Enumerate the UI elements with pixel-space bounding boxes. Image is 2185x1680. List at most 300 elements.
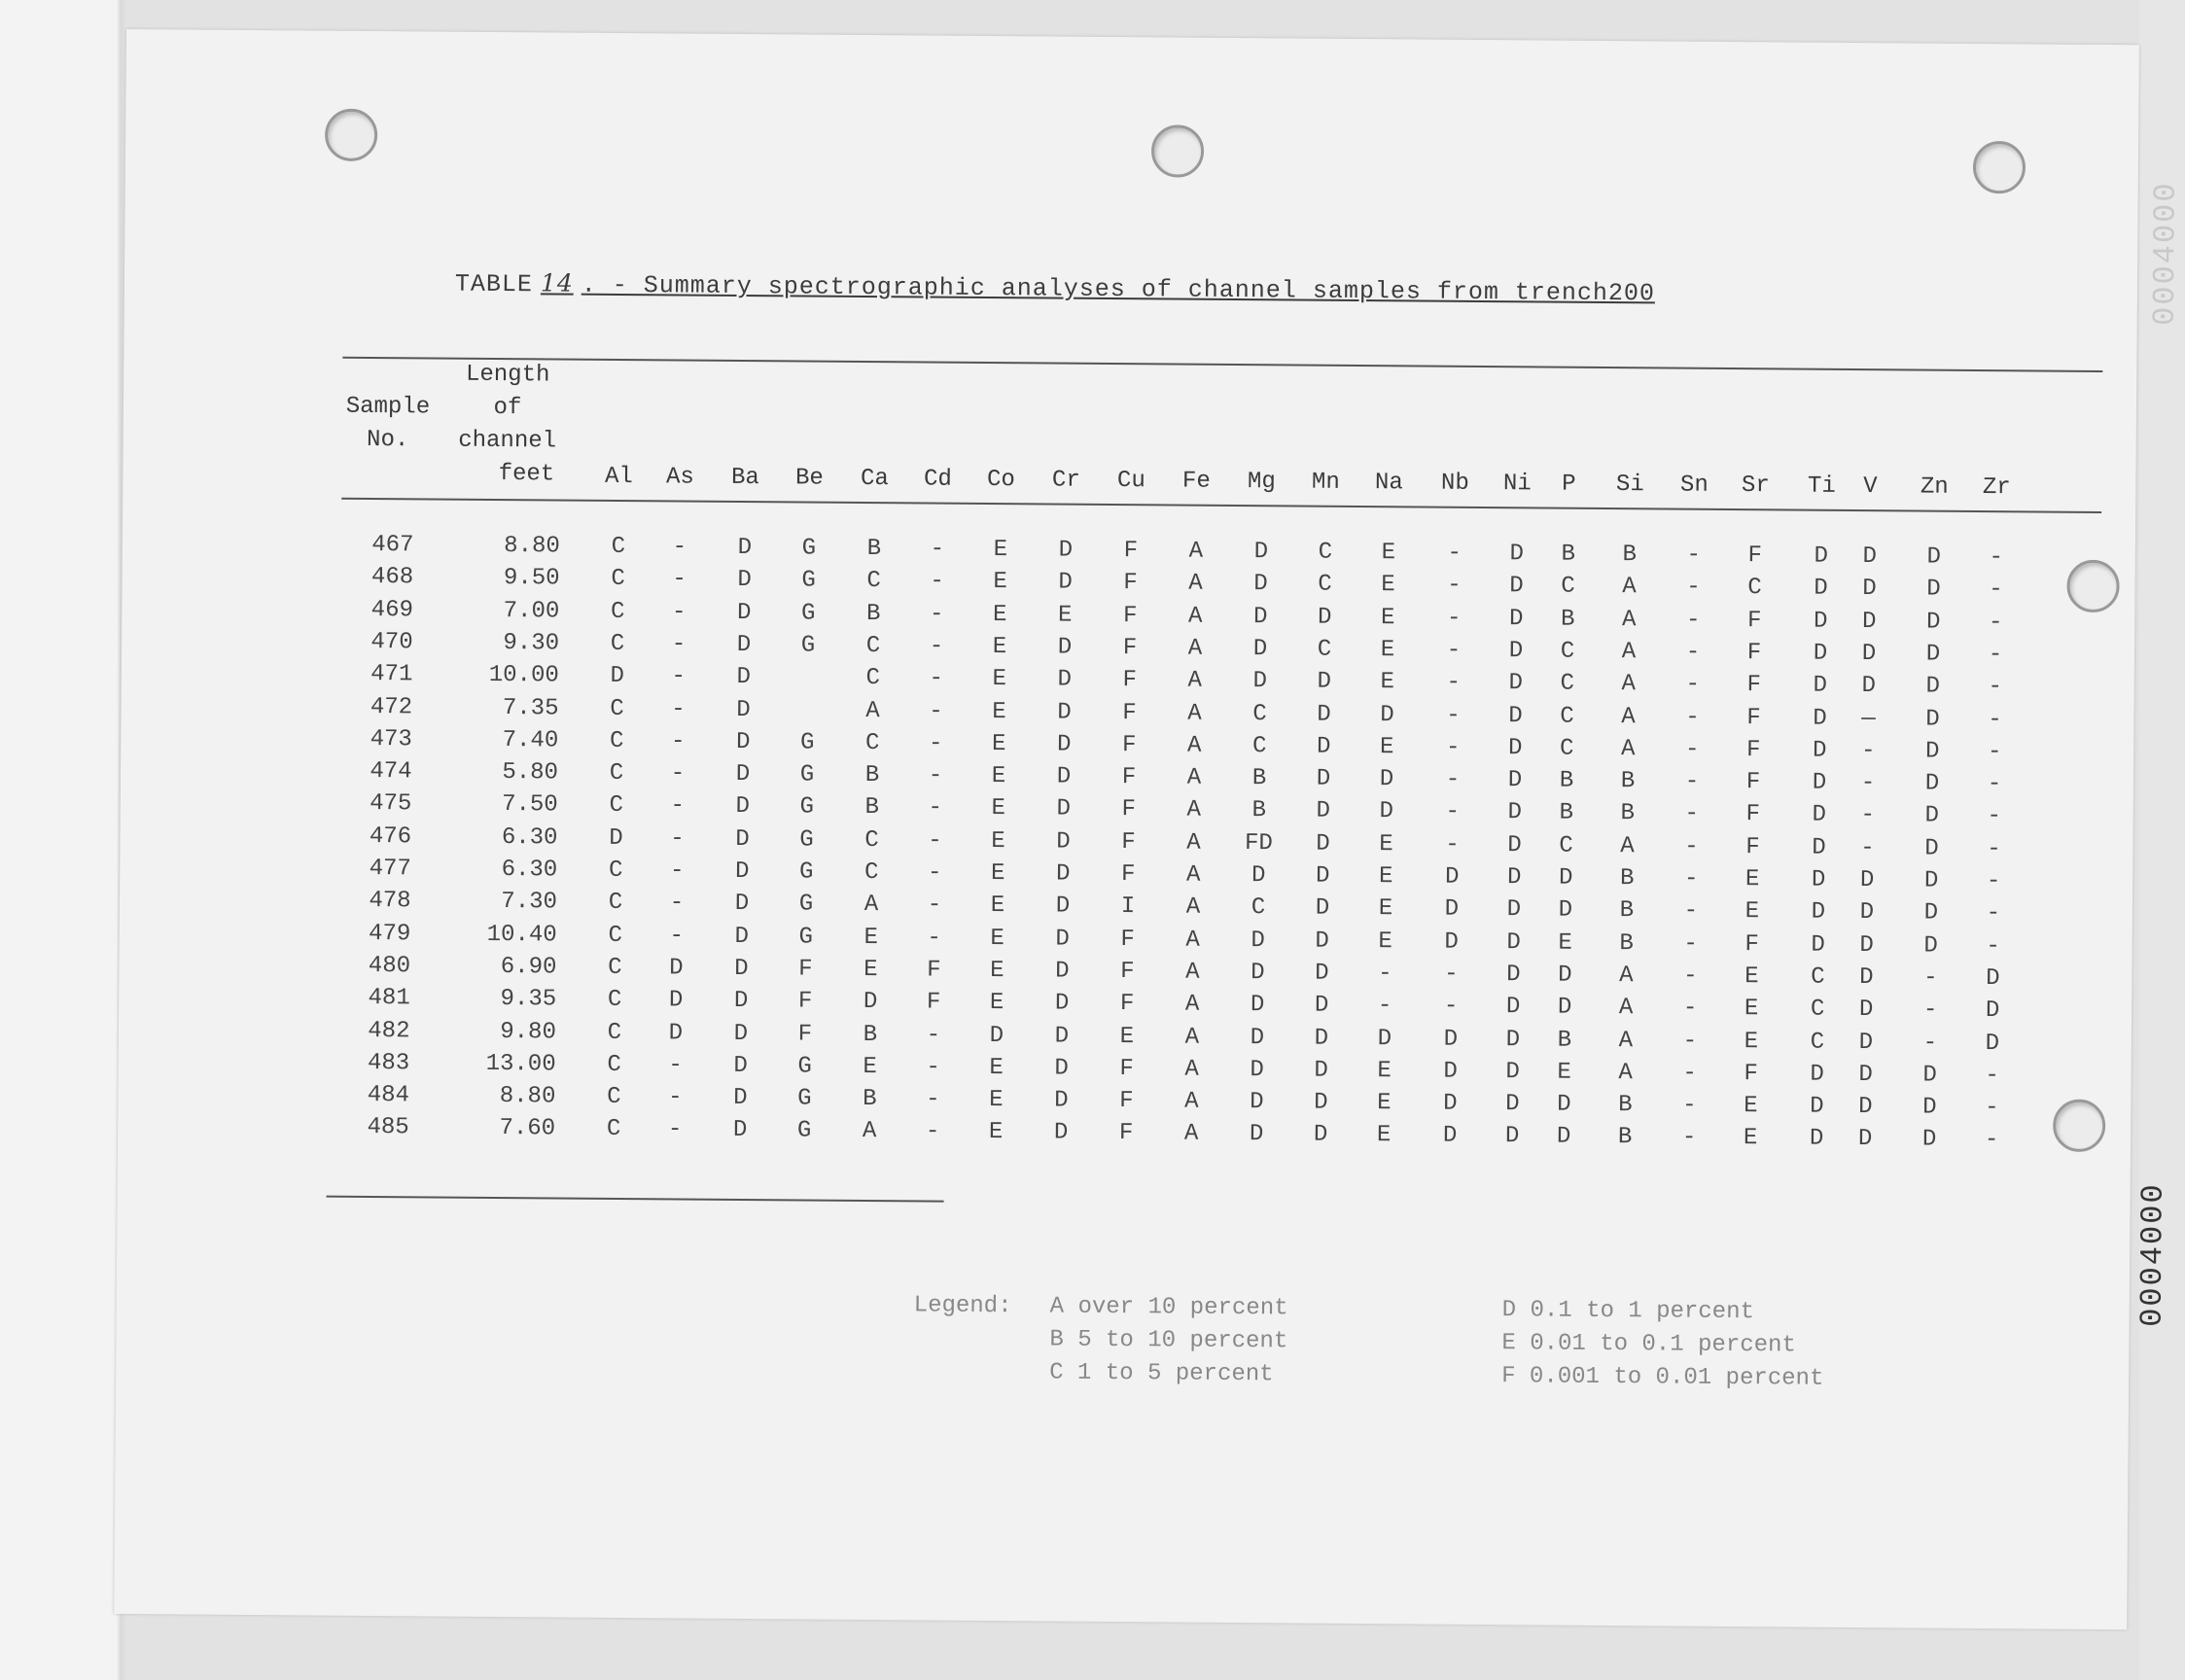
table-cell: D (1507, 831, 1522, 858)
table-cell: E (991, 730, 1006, 757)
table-cell: C (1559, 832, 1573, 859)
sample-number: 473 (370, 725, 412, 753)
table-cell: F (1745, 801, 1761, 828)
table-cell: D (1558, 864, 1573, 892)
table-cell: D (1250, 1056, 1264, 1084)
table-cell: F (1122, 602, 1138, 629)
table-cell: A (1619, 962, 1634, 990)
table-cell: D (1251, 862, 1266, 890)
table-cell: E (992, 698, 1006, 725)
table-cell: D (1858, 1094, 1873, 1121)
table-cell: D (1859, 931, 1874, 959)
table-cell: E (988, 1119, 1004, 1146)
punch-hole (2053, 1100, 2105, 1152)
sample-number: 474 (370, 758, 412, 786)
table-cell: A (1621, 703, 1636, 730)
table-cell: E (989, 990, 1004, 1017)
table-cell: D (735, 825, 750, 853)
channel-length: 9.80 (500, 1018, 557, 1046)
table-cell: - (669, 923, 685, 950)
table-cell: D (1556, 1123, 1571, 1151)
table-cell: - (926, 1021, 941, 1049)
sample-number: 475 (370, 790, 412, 818)
table-cell: - (928, 794, 943, 822)
table-cell: F (1121, 764, 1137, 791)
column-header: Zn (1920, 473, 1949, 501)
table-cell: D (1812, 834, 1826, 861)
table-cell: D (1055, 892, 1071, 920)
table-cell: - (1860, 802, 1876, 829)
table-cell: D (1505, 1026, 1521, 1053)
table-cell: - (1445, 766, 1461, 793)
table-cell: - (1446, 605, 1462, 632)
table-cell: - (1377, 993, 1392, 1020)
table-cell: D (1813, 608, 1828, 635)
sample-number: 472 (370, 693, 413, 720)
table-cell: G (798, 858, 814, 886)
table-cell: E (1376, 1122, 1392, 1149)
table-cell: B (1619, 865, 1635, 892)
table-cell: D (609, 824, 623, 852)
table-cell: D (735, 793, 751, 821)
table-cell: C (1560, 703, 1574, 730)
channel-length: 7.30 (501, 889, 558, 916)
table-cell: D (1317, 604, 1332, 631)
table-cell: E (1380, 637, 1395, 664)
table-cell: D (1057, 634, 1073, 661)
legend-item: D 0.1 to 1 percent (1501, 1297, 1755, 1326)
sample-number: 471 (370, 661, 413, 688)
sample-number: 477 (369, 855, 411, 883)
table-cell: B (1559, 799, 1574, 827)
table-cell: A (1620, 735, 1636, 763)
table-cell: F (927, 957, 941, 984)
table-cell: A (1622, 574, 1637, 601)
table-cell: - (1987, 803, 2002, 830)
table-cell: - (1683, 930, 1698, 958)
channel-length: 9.35 (500, 986, 557, 1013)
table-cell: D (737, 534, 753, 562)
table-cell: - (670, 760, 686, 788)
table-cell: C (1747, 575, 1762, 602)
table-cell: D (1923, 899, 1939, 927)
table-cell: G (799, 826, 814, 854)
legend-item: E 0.01 to 0.1 percent (1501, 1330, 1796, 1359)
table-cell: - (1685, 704, 1700, 731)
table-cell: - (1987, 771, 2002, 798)
table-cell: D (1506, 896, 1522, 924)
table-cell: D (1056, 763, 1072, 790)
sample-number: 467 (371, 531, 414, 559)
table-cell: A (1620, 832, 1635, 859)
table-cell: D (1859, 899, 1875, 927)
table-cell: E (1377, 1057, 1392, 1085)
table-cell: C (609, 792, 624, 820)
table-cell: G (799, 761, 815, 788)
table-cell: - (1685, 607, 1701, 634)
table-cell: - (929, 698, 943, 725)
table-cell: D (1379, 766, 1394, 793)
table-cell: D (736, 599, 752, 626)
table-cell: - (1988, 641, 2003, 669)
table-cell: F (1746, 704, 1761, 731)
table-cell: D (1054, 1087, 1069, 1114)
table-cell: - (1686, 574, 1701, 602)
table-cell: D (1253, 571, 1268, 598)
table-cell: F (1123, 570, 1138, 597)
table-cell: E (990, 860, 1005, 888)
table-cell: G (798, 891, 814, 918)
channel-length: 8.80 (504, 533, 560, 560)
table-cell: D (1444, 895, 1460, 924)
channel-length: 6.90 (500, 953, 557, 981)
table-cell: - (1445, 734, 1461, 761)
table-cell: F (1122, 634, 1138, 662)
table-cell: D (1861, 673, 1877, 700)
table-cell: C (1317, 636, 1332, 663)
table-cell: A (1184, 1056, 1199, 1083)
channel-length: 7.50 (502, 791, 558, 819)
table-cell: - (1447, 572, 1462, 600)
table-cell: D (1813, 640, 1828, 667)
table-cell: A (1184, 1024, 1200, 1051)
table-cell: D (1315, 894, 1330, 923)
table-cell: D (1314, 1057, 1328, 1084)
table-cell: C (1561, 573, 1575, 601)
table-cell: D (1316, 798, 1331, 825)
table-cell: C (1318, 571, 1332, 599)
table-cell: A (1188, 538, 1204, 565)
table-cell: A (1186, 732, 1202, 759)
table-cell: - (671, 599, 687, 626)
table-cell: A (1621, 638, 1637, 666)
table-cell: D (1053, 1119, 1069, 1147)
legend-item: C 1 to 5 percent (1049, 1359, 1274, 1388)
table-cell: D (1985, 1030, 2000, 1057)
sample-number: 480 (368, 952, 411, 980)
sample-number: 478 (369, 888, 411, 915)
table-cell: E (1119, 1023, 1135, 1050)
table-cell: - (930, 536, 945, 563)
table-cell: D (1810, 1061, 1824, 1088)
table-cell: C (1810, 1029, 1825, 1056)
table-cell: G (797, 1085, 812, 1112)
column-header: Si (1615, 472, 1644, 499)
table-cell: D (1504, 1123, 1520, 1150)
table-cell: F (797, 988, 813, 1015)
table-cell: C (608, 922, 623, 949)
table-cell: D (1925, 609, 1941, 636)
table-cell: F (926, 989, 941, 1016)
table-cell: D (1251, 927, 1265, 954)
table-cell: D (1055, 958, 1070, 985)
column-header: Sr (1741, 472, 1770, 500)
table-cell: C (863, 858, 879, 887)
table-cell: D (1057, 699, 1072, 726)
channel-length: 7.35 (502, 694, 559, 722)
table-cell: G (799, 793, 815, 821)
table-cell: B (1560, 606, 1575, 633)
table-cell: B (1618, 1092, 1633, 1119)
table-cell: C (607, 987, 622, 1014)
channel-length: 6.30 (501, 857, 558, 884)
table-cell: A (1185, 959, 1200, 986)
table-cell: - (669, 858, 685, 885)
table-cell: - (671, 695, 686, 723)
table-cell: D (1986, 964, 2000, 993)
table-cell: - (928, 762, 943, 789)
table-cell: G (798, 924, 813, 951)
table-cell: - (927, 925, 941, 952)
sample-number: 481 (368, 985, 410, 1012)
table-cell: F (1121, 828, 1136, 856)
table-cell: B (1619, 897, 1635, 925)
table-cell: B (863, 1086, 877, 1113)
table-cell: E (1378, 895, 1393, 923)
table-cell: D (1380, 701, 1394, 728)
table-cell: F (1119, 991, 1135, 1018)
table-cell: - (672, 566, 687, 593)
table-cell: - (1986, 900, 2001, 928)
column-header: V (1863, 473, 1878, 501)
table-cell: A (1186, 829, 1201, 857)
table-cell: E (1379, 733, 1394, 761)
table-cell: D (1316, 830, 1330, 858)
table-cell: I (1120, 893, 1136, 921)
table-cell: D (1314, 1089, 1328, 1116)
table-cell: - (1443, 993, 1459, 1020)
table-cell: D (1858, 997, 1874, 1024)
channel-length: 6.30 (501, 823, 558, 852)
column-header: P (1562, 471, 1576, 498)
channel-length: 7.40 (502, 726, 559, 754)
table-cell: A (1187, 700, 1202, 727)
table-cell: B (865, 600, 881, 627)
table-cell: E (1057, 602, 1073, 629)
table-cell: B (1620, 800, 1636, 827)
table-cell: E (1381, 572, 1395, 599)
channel-length: 9.30 (503, 629, 560, 657)
table-cell: D (1056, 795, 1072, 823)
table-cell: D (1810, 1093, 1824, 1120)
table-label: TABLE (454, 269, 534, 299)
column-header: Al (604, 463, 633, 491)
sample-number: 479 (368, 920, 411, 947)
table-cell: D (1054, 1023, 1070, 1050)
table-cell: - (1860, 770, 1876, 797)
table-cell: C (1560, 670, 1575, 697)
table-cell: E (989, 1087, 1004, 1114)
table-title (455, 268, 1655, 308)
table-cell: D (734, 858, 750, 886)
column-header: Cu (1116, 468, 1145, 495)
table-cell: D (863, 989, 878, 1016)
table-cell: D (1379, 798, 1394, 825)
channel-length: 9.50 (503, 565, 560, 592)
table-cell: - (1922, 997, 1938, 1024)
archive-stamp: 0004000 (2133, 1182, 2171, 1327)
table-cell: C (1318, 539, 1333, 566)
table-cell: C (865, 665, 881, 692)
table-cell: E (1378, 928, 1392, 955)
table-cell: C (1252, 700, 1267, 727)
table-cell: D (1252, 668, 1268, 695)
table-cell: D (1252, 636, 1268, 663)
table-cell: B (1251, 797, 1267, 824)
table-cell: D (1054, 1055, 1069, 1082)
table-cell: D (1444, 863, 1460, 891)
table-cell: - (1989, 577, 2003, 604)
table-cell: F (1746, 640, 1762, 667)
table-cell: D (1314, 1025, 1329, 1052)
table-cell: D (1377, 1025, 1392, 1052)
table-cell: D (1058, 569, 1073, 596)
table-cell: - (1986, 868, 2001, 895)
table-cell: - (1447, 540, 1463, 567)
channel-length: 7.00 (503, 597, 560, 625)
table-cell: - (930, 568, 944, 595)
column-header: Cd (923, 466, 952, 493)
table-cell: D (1812, 737, 1827, 764)
table-cell: F (1122, 699, 1137, 726)
channel-length: 13.00 (485, 1050, 556, 1078)
table-cell: F (1120, 958, 1135, 986)
table-cell: G (797, 1053, 812, 1080)
table-cell: D (1250, 1089, 1264, 1116)
table-cell: D (1809, 1126, 1824, 1153)
table-cell: - (1988, 609, 2003, 636)
table-cell: - (929, 601, 944, 628)
table-cell: D (1055, 860, 1071, 888)
table-cell: — (1861, 705, 1876, 732)
column-header: Sn (1679, 472, 1709, 499)
table-cell: D (669, 955, 684, 982)
table-cell: D (1507, 767, 1523, 794)
table-cell: - (1446, 637, 1462, 664)
table-cell: A (1185, 927, 1200, 954)
column-header: Ca (860, 465, 889, 493)
column-header: Cr (1051, 467, 1080, 494)
table-cell: G (801, 567, 816, 594)
table-cell: D (610, 663, 625, 690)
table-cell: B (1619, 929, 1634, 957)
header-sample-no: Sample No. (345, 393, 431, 454)
table-cell: - (670, 825, 685, 853)
table-cell: - (1986, 932, 2000, 960)
table-cell: - (669, 890, 685, 917)
table-cell: - (1682, 1028, 1698, 1055)
table-cell: B (1622, 542, 1638, 569)
legend-item: A over 10 percent (1049, 1293, 1288, 1322)
table-cell: E (1557, 1059, 1571, 1086)
table-cell: A (1186, 764, 1202, 791)
table-cell: D (1444, 928, 1459, 956)
table-cell: D (1443, 1026, 1459, 1053)
table-cell: F (1121, 796, 1137, 823)
table-cell: - (1923, 964, 1938, 992)
table-cell: E (1377, 1090, 1392, 1117)
sample-number: 468 (370, 564, 414, 591)
table-cell: A (1187, 635, 1203, 662)
table-cell: - (1860, 737, 1876, 764)
table-cell: E (989, 1054, 1004, 1081)
table-cell: - (928, 730, 943, 757)
table-cell: D (1857, 1126, 1873, 1153)
table-cell: D (1443, 1090, 1458, 1117)
table-cell: D (1056, 828, 1071, 856)
table-cell: - (1445, 831, 1460, 858)
table-cell: D (1813, 705, 1827, 732)
table-cell: G (799, 729, 815, 756)
table-cell: D (1926, 576, 1941, 603)
table-cell: - (1684, 801, 1700, 828)
table-cell: C (607, 1019, 622, 1046)
table-cell: - (927, 859, 942, 887)
table-cell: E (990, 892, 1005, 920)
table-cell: E (990, 925, 1004, 952)
sample-number: 482 (368, 1017, 410, 1044)
table-cell: C (1559, 735, 1574, 762)
table-cell: D (733, 988, 749, 1015)
table-cell: C (606, 1116, 621, 1143)
channel-length: 10.00 (488, 662, 559, 689)
table-cell: D (1509, 573, 1524, 600)
table-cell: B (864, 762, 880, 789)
table-cell: - (1684, 768, 1700, 795)
sample-number: 476 (369, 822, 412, 851)
table-cell: F (1746, 672, 1762, 699)
table-cell: A (1618, 1059, 1633, 1086)
table-cell: A (865, 697, 880, 724)
table-cell: E (1379, 830, 1393, 858)
table-cell: E (1744, 1028, 1759, 1055)
sample-number: 483 (367, 1049, 410, 1077)
table-cell: D (1509, 541, 1525, 568)
legend-item: F 0.001 to 0.01 percent (1501, 1363, 1824, 1392)
table-cell: D (732, 1117, 748, 1144)
table-cell: D (1811, 898, 1826, 927)
table-cell: C (611, 533, 626, 561)
table-cell: D (1924, 802, 1940, 830)
table-cell: - (1685, 639, 1701, 666)
sample-number: 485 (367, 1114, 409, 1141)
table-cell: B (1561, 541, 1576, 568)
table-cell: D (1315, 928, 1329, 955)
table-cell: - (1378, 961, 1392, 988)
table-cell: - (670, 728, 686, 755)
table-cell: D (1558, 896, 1573, 925)
table-cell: C (608, 857, 623, 885)
table-cell: D (1506, 962, 1521, 989)
table-cell: D (1925, 706, 1940, 733)
table-cell: F (1744, 1060, 1758, 1088)
table-cell: C (610, 630, 625, 657)
table-cell: - (668, 1084, 683, 1111)
table-cell: D (1858, 1061, 1873, 1088)
table-cell: - (926, 1086, 940, 1113)
table-cell: D (734, 923, 750, 950)
table-cell: A (1188, 570, 1203, 598)
table-cell: B (866, 535, 882, 563)
table-cell: E (991, 763, 1006, 790)
table-cell: D (1317, 701, 1331, 728)
punch-hole (2066, 560, 2119, 612)
table-cell: F (1746, 607, 1762, 634)
table-cell: D (735, 728, 751, 755)
table-cell: G (800, 600, 816, 627)
table-cell: B (1620, 768, 1636, 795)
table-cell: E (992, 601, 1007, 628)
